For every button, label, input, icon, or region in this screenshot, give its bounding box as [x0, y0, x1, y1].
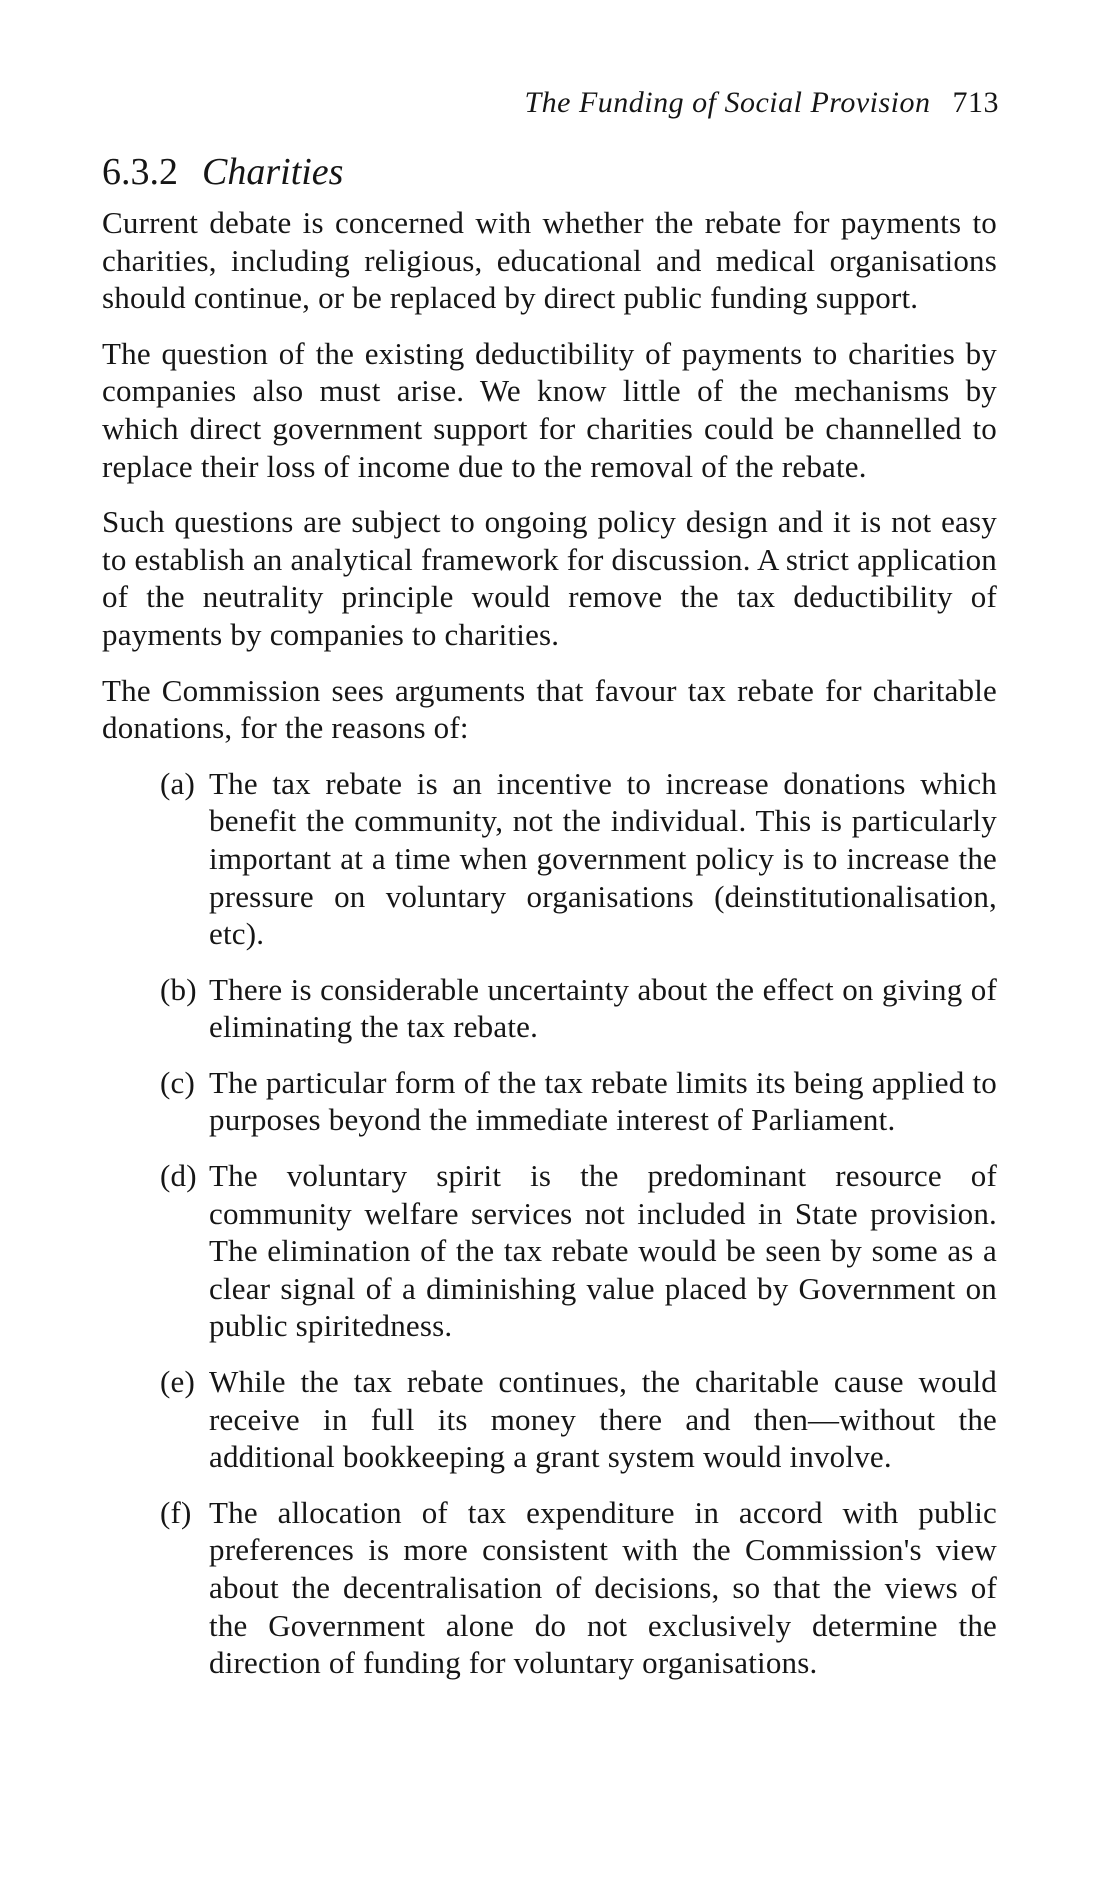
page-number: 713: [952, 86, 999, 119]
running-head: [524, 86, 999, 120]
list-item: [102, 1157, 997, 1345]
list-item: [102, 1064, 997, 1139]
list-item: [102, 765, 997, 953]
paragraph: The Commission sees arguments that favour tax rebate for charitable donations, for the reasons of:: [102, 672, 997, 746]
paragraph: Such questions are subject to ongoing policy design and it is not easy to establish an analytical framework for discussion. A strict application of the neutrality principle would remove the tax deductibility of payments by companies to charities.: [102, 504, 997, 652]
section-heading: [102, 150, 343, 194]
list-item-label: (e): [160, 1364, 196, 1400]
body-text: [102, 204, 997, 1700]
list-item-label: (a): [160, 765, 196, 801]
list-item-label: (b): [160, 971, 197, 1007]
list-item: [102, 1363, 997, 1476]
list-item-label: (d): [160, 1158, 197, 1194]
list-item-text: The voluntary spirit is the predominant resource of community welfare services not included in State provision. The elimination of the tax rebate would be seen by some as a clear signal of a diminishing value placed by Government on public spiritedness.: [209, 1158, 997, 1344]
reasons-list: [102, 765, 997, 1682]
list-item-text: There is considerable uncertainty about the effect on giving of eliminating the tax rebate.: [209, 971, 997, 1045]
list-item-label: (f): [160, 1494, 192, 1530]
section-title: Charities: [202, 151, 344, 193]
paragraph: Current debate is concerned with whether the rebate for payments to charities, including religious, educational and medical organisations should continue, or be replaced by direct public funding support.: [102, 205, 997, 316]
section-number: 6.3.2: [102, 151, 178, 193]
list-item-label: (c): [160, 1064, 196, 1100]
list-item: [102, 1494, 997, 1682]
paragraph: The question of the existing deductibility of payments to charities by companies also must arise. We know little of the mechanisms by which direct government support for charities could be channelled to replace their loss of income due to the removal of the rebate.: [102, 335, 997, 484]
list-item-text: While the tax rebate continues, the charitable cause would receive in full its money there and then—without the additional bookkeeping a grant system would involve.: [209, 1364, 997, 1475]
list-item-text: The particular form of the tax rebate limits its being applied to purposes beyond the immediate interest of Parliament.: [209, 1064, 997, 1138]
list-item-text: The allocation of tax expenditure in accord with public preferences is more consistent with the Commission's view about the decentralisation of decisions, so that the views of the Government alone do not exclusively determine the direction of funding for voluntary organisations.: [209, 1494, 997, 1681]
list-item: [102, 971, 997, 1046]
list-item-text: The tax rebate is an incentive to increase donations which benefit the community, not the individual. This is particularly important at a time when government policy is to increase the pressure on voluntary organisations (deinstitutionalisation, etc).: [209, 765, 997, 952]
running-title: The Funding of Social Provision: [524, 86, 931, 119]
